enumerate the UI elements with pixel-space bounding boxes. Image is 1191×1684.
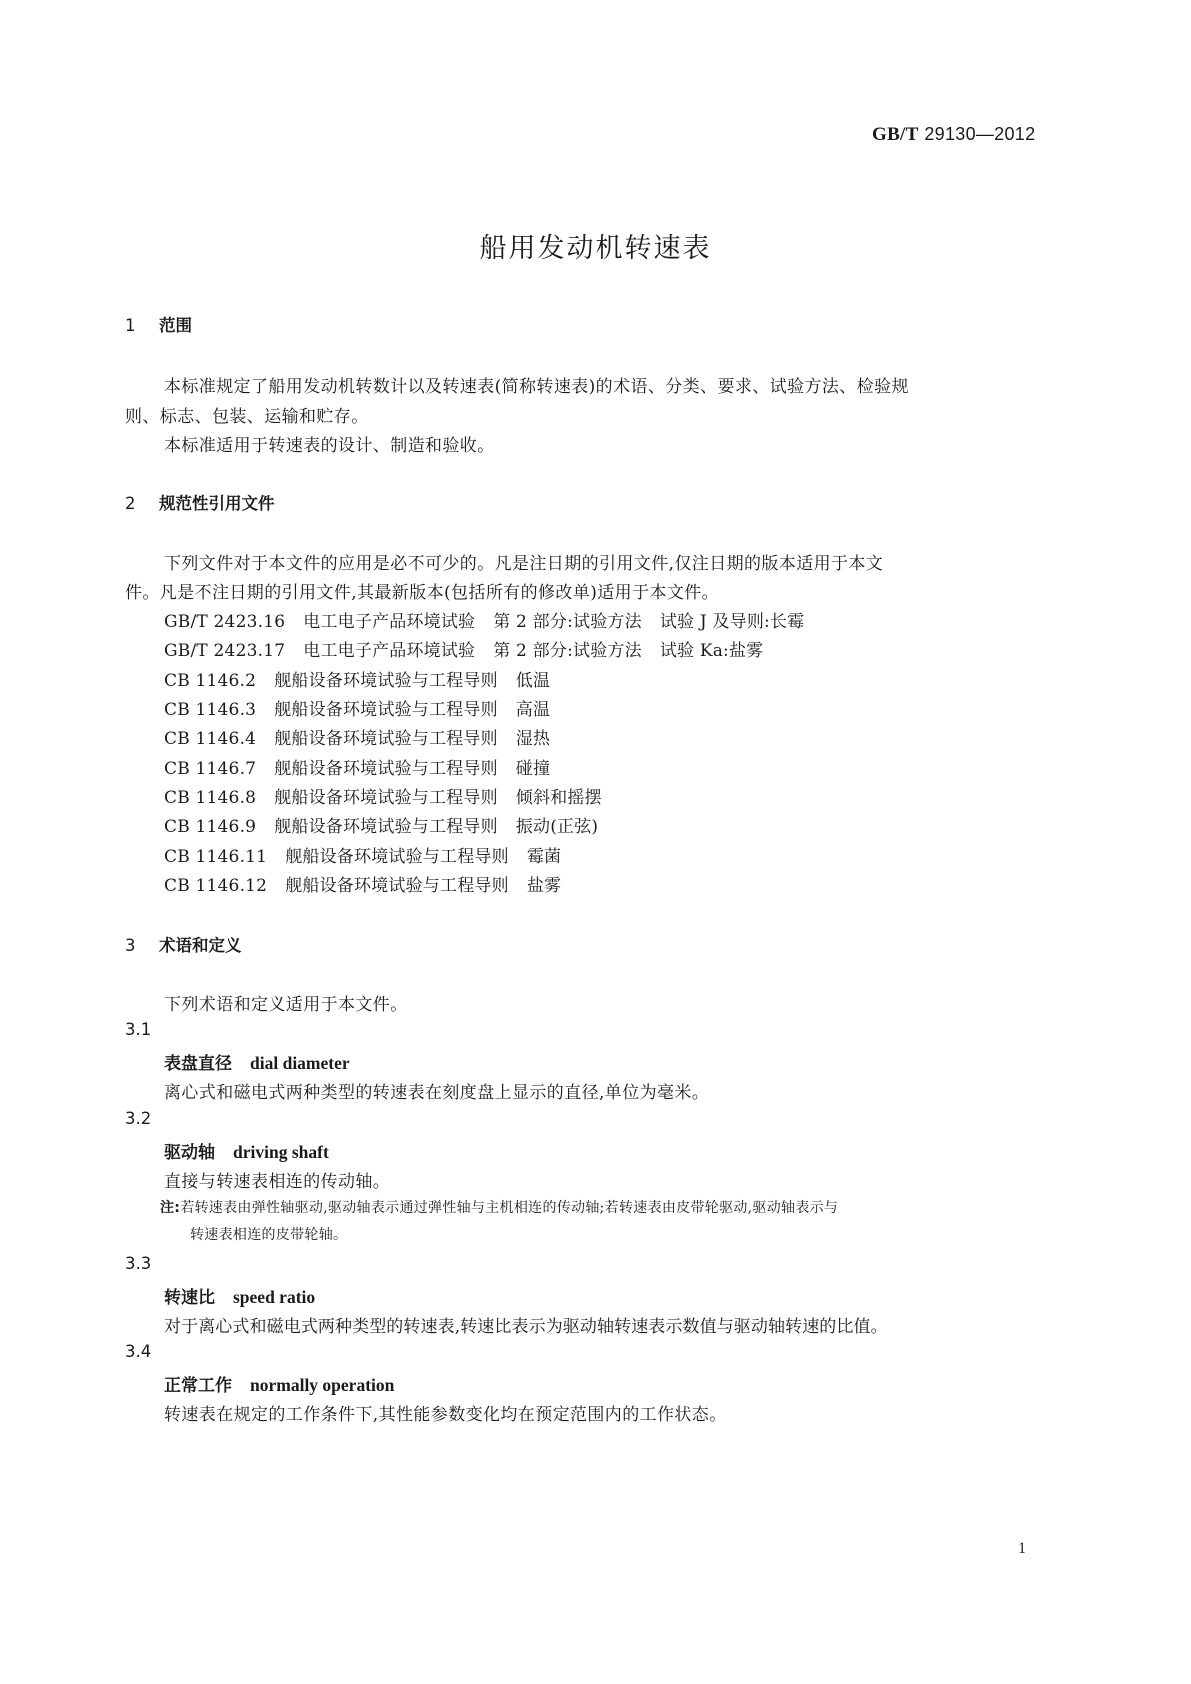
term-heading	[164, 1283, 315, 1308]
reference-title: 电工电子产品环境试验	[303, 612, 476, 632]
reference-code: CB 1146.8	[164, 788, 257, 808]
reference-item	[164, 754, 550, 779]
reference-subject: 倾斜和摇摆	[515, 788, 602, 808]
reference-code: CB 1146.9	[164, 817, 257, 837]
reference-code: CB 1146.2	[164, 671, 257, 691]
term-zh: 转速比	[164, 1288, 215, 1308]
term-definition: 直接与转速表相连的传动轴。	[164, 1172, 391, 1192]
reference-subject: 碰撞	[515, 759, 551, 779]
section-number: 2	[125, 494, 136, 513]
term-en: normally operation	[250, 1375, 395, 1395]
section-title: 规范性引用文件	[159, 494, 275, 513]
scope-paragraph-2: 本标准适用于转速表的设计、制造和验收。	[164, 436, 495, 456]
term-definition: 转速表在规定的工作条件下,其性能参数变化均在预定范围内的工作状态。	[164, 1405, 727, 1425]
note-label: 注:	[160, 1200, 181, 1216]
standard-number: 29130—2012	[924, 124, 1036, 144]
reference-item	[164, 666, 550, 691]
note-text: 若转速表由弹性轴驱动,驱动轴表示通过弹性轴与主机相连的传动轴;若转速表由皮带轮驱动,驱动轴表示与	[180, 1200, 839, 1216]
reference-part: 第 2 部分:试验方法	[493, 641, 642, 661]
reference-item	[164, 607, 804, 632]
reference-item	[164, 812, 598, 837]
reference-item	[164, 724, 550, 749]
page-number: 1	[1018, 1540, 1026, 1557]
document-title: 船用发动机转速表	[479, 233, 712, 264]
clause-number: 3.4	[125, 1342, 152, 1361]
section-title: 术语和定义	[159, 936, 242, 955]
reference-title: 舰船设备环境试验与工程导则	[274, 700, 498, 720]
reference-item	[164, 636, 763, 661]
term-definition: 对于离心式和磁电式两种类型的转速表,转速比表示为驱动轴转速表示数值与驱动轴转速的比值。	[164, 1317, 888, 1337]
section-title: 范围	[159, 316, 192, 335]
term-en: speed ratio	[233, 1287, 316, 1307]
reference-title: 电工电子产品环境试验	[303, 641, 476, 661]
reference-title: 舰船设备环境试验与工程导则	[274, 671, 498, 691]
reference-title: 舰船设备环境试验与工程导则	[274, 817, 498, 837]
scope-paragraph-line-2: 则、标志、包装、运输和贮存。	[125, 407, 369, 427]
section-1-heading	[125, 312, 192, 336]
terms-intro: 下列术语和定义适用于本文件。	[164, 995, 408, 1015]
term-note-line-2: 转速表相连的皮带轮轴。	[190, 1227, 348, 1243]
reference-code: CB 1146.4	[164, 729, 257, 749]
clause-number: 3.2	[125, 1109, 152, 1128]
reference-title: 舰船设备环境试验与工程导则	[274, 788, 498, 808]
term-heading	[164, 1138, 329, 1163]
clause-number: 3.1	[125, 1020, 152, 1039]
reference-subject: 湿热	[515, 729, 551, 749]
references-intro-line-2: 件。凡是不注日期的引用文件,其最新版本(包括所有的修改单)适用于本文件。	[125, 583, 720, 603]
reference-subject: 试验 J 及导则:长霉	[659, 612, 805, 632]
section-number: 3	[125, 936, 136, 955]
reference-subject: 盐雾	[526, 876, 562, 896]
section-3-heading	[125, 932, 242, 956]
reference-code: GB/T 2423.16	[164, 612, 286, 632]
reference-code: CB 1146.3	[164, 700, 257, 720]
reference-subject: 振动(正弦)	[515, 817, 599, 837]
reference-item	[164, 695, 550, 720]
reference-title: 舰船设备环境试验与工程导则	[285, 847, 509, 867]
term-heading	[164, 1371, 394, 1396]
references-intro-line-1: 下列文件对于本文件的应用是必不可少的。凡是注日期的引用文件,仅注日期的版本适用于本文	[164, 554, 884, 574]
term-en: driving shaft	[233, 1142, 329, 1162]
reference-subject: 低温	[515, 671, 551, 691]
reference-title: 舰船设备环境试验与工程导则	[274, 759, 498, 779]
reference-item	[164, 871, 561, 896]
reference-code: CB 1146.7	[164, 759, 257, 779]
term-zh: 表盘直径	[164, 1054, 232, 1074]
reference-subject: 试验 Ka:盐雾	[659, 641, 764, 661]
reference-code: CB 1146.12	[164, 876, 268, 896]
term-note-line-1	[160, 1197, 838, 1217]
term-en: dial diameter	[250, 1053, 350, 1073]
section-number: 1	[125, 316, 136, 335]
reference-item	[164, 783, 602, 808]
term-zh: 驱动轴	[164, 1143, 215, 1163]
reference-subject: 高温	[515, 700, 551, 720]
scope-paragraph-line-1: 本标准规定了船用发动机转数计以及转速表(简称转速表)的术语、分类、要求、试验方法、检验规	[164, 377, 909, 397]
section-2-heading	[125, 490, 275, 514]
reference-part: 第 2 部分:试验方法	[493, 612, 642, 632]
reference-title: 舰船设备环境试验与工程导则	[285, 876, 509, 896]
standard-code	[872, 124, 1035, 146]
term-definition: 离心式和磁电式两种类型的转速表在刻度盘上显示的直径,单位为毫米。	[164, 1083, 710, 1103]
reference-code: CB 1146.11	[164, 847, 268, 867]
term-zh: 正常工作	[164, 1376, 232, 1396]
reference-title: 舰船设备环境试验与工程导则	[274, 729, 498, 749]
reference-code: GB/T 2423.17	[164, 641, 286, 661]
standard-prefix: GB/T	[872, 124, 919, 145]
reference-item	[164, 842, 561, 867]
reference-subject: 霉菌	[526, 847, 562, 867]
clause-number: 3.3	[125, 1254, 152, 1273]
term-heading	[164, 1049, 350, 1074]
